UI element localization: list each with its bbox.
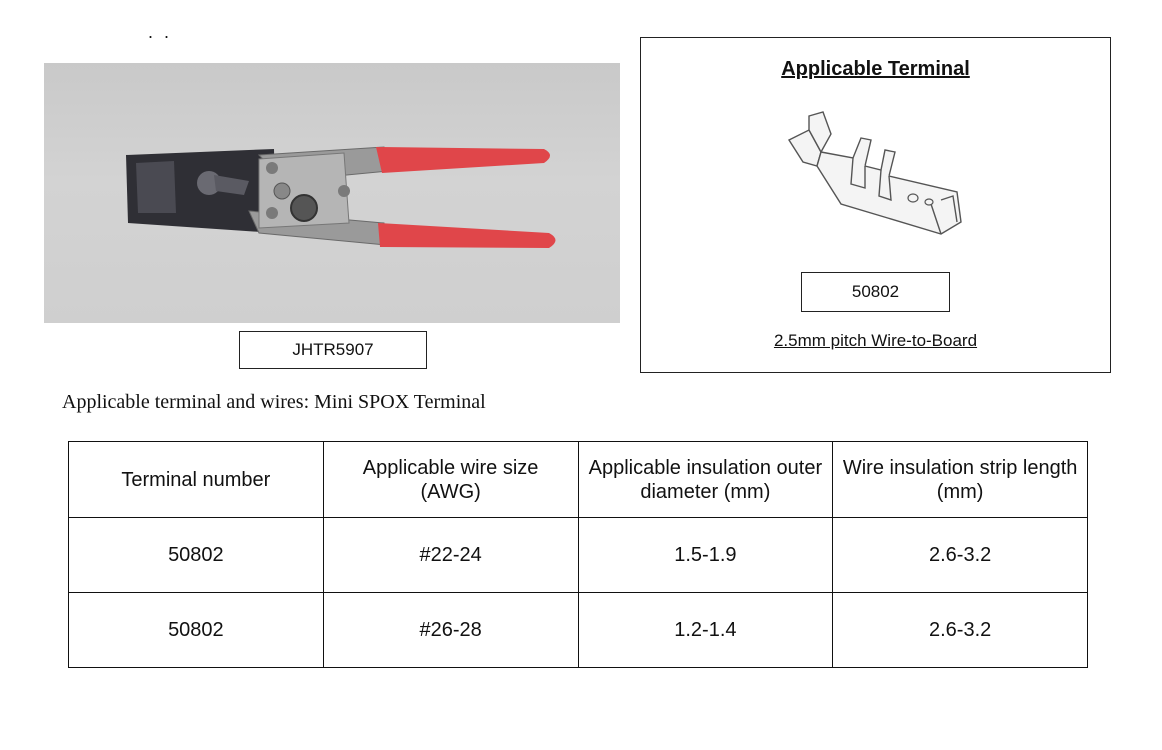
panel-title: Applicable Terminal — [781, 58, 970, 80]
table-cell: 1.5-1.9 — [578, 518, 833, 593]
section-heading: Applicable terminal and wires: Mini SPOX Terminal — [62, 391, 486, 413]
col-terminal-number: Terminal number — [69, 442, 324, 518]
col-insulation-diameter: Applicable insulation outer diameter (mm) — [578, 442, 833, 518]
terminal-number: 50802 — [801, 272, 950, 312]
table-cell: 2.6-3.2 — [833, 593, 1088, 668]
page-marks: . . — [148, 22, 173, 42]
table-row — [69, 593, 1088, 668]
table-cell: 1.2-1.4 — [578, 593, 833, 668]
crimp-tool-photo — [44, 63, 620, 323]
table-cell: 2.6-3.2 — [833, 518, 1088, 593]
col-strip-length: Wire insulation strip length (mm) — [833, 442, 1088, 518]
terminal-icon — [781, 104, 971, 244]
crimp-tool-icon — [44, 63, 620, 323]
tool-part-number: JHTR5907 — [239, 331, 427, 369]
table-row — [69, 518, 1088, 593]
table-cell: #22-24 — [323, 518, 578, 593]
terminal-caption: 2.5mm pitch Wire-to-Board — [773, 331, 978, 350]
col-wire-size: Applicable wire size (AWG) — [323, 442, 578, 518]
table-cell: #26-28 — [323, 593, 578, 668]
table-cell: 50802 — [69, 593, 324, 668]
table-header-row — [69, 442, 1088, 518]
table-cell: 50802 — [69, 518, 324, 593]
applicable-terminal-panel — [640, 37, 1111, 373]
spec-table — [68, 441, 1088, 668]
